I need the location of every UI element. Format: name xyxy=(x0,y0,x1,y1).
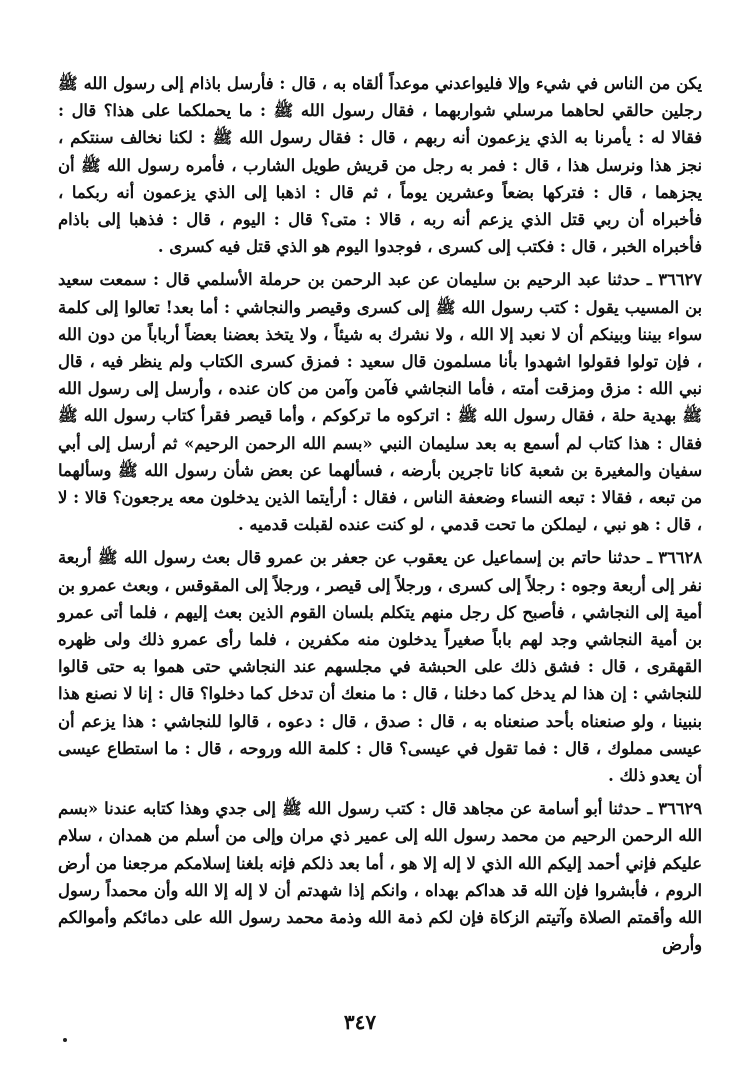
paragraph-continuation: يكن من الناس في شيء وإلا فليواعدني موعداً ألقاه به ، قال : فأرسل باذام إلى رسول الله ﷺ رجلين حالقي لحاهما مرسلي شواربهما ، فقال رسول الله ﷺ : ما يحملكما على هذا؟ قال : فقالا له : يأمرنا به الذي يزعمون أنه ربهم ، قال : فقال رسول الله ﷺ : لكنا نخالف سنتكم ، نجز هذا ونرسل هذا ، قال : فمر به رجل من قريش طويل الشارب ، فأمره رسول الله ﷺ أن يجزهما ، قال : فتركها بضعاً وعشرين يوماً ، ثم قال : اذهبا إلى الذي يزعمون أنه ربكما ، فأخبراه أن ربي قتل الذي يزعم أنه ربه ، قالا : متى؟ قال : اليوم ، قال : فذهبا إلى باذام فأخبراه الخبر ، قال : فكتب إلى كسرى ، فوجدوا اليوم هو الذي قتل فيه كسرى . xyxy=(58,74,702,257)
page-number: ٣٤٧ xyxy=(343,1010,377,1034)
paragraph-hadith-36627: ٣٦٦٢٧ ـ حدثنا عبد الرحيم بن سليمان عن عبد الرحمن بن حرملة الأسلمي قال : سمعت سعيد بن المسيب يقول : كتب رسول الله ﷺ إلى كسرى وقيصر والنجاشي : أما بعد! تعالوا إلى كلمة سواء بيننا وبينكم أن لا نعبد إلا الله ، ولا نشرك به شيئاً ، ولا يتخذ بعضنا بعضاً أرباباً من دون الله ، فإن تولوا فقولوا اشهدوا بأنا مسلمون قال سعيد : فمزق كسرى الكتاب ولم ينظر فيه ، قال نبي الله : مزق ومزقت أمته ، فأما النجاشي فآمن وآمن من كان عنده ، وأرسل إلى رسول الله ﷺ بهدية حلة ، فقال رسول الله ﷺ : اتركوه ما تركوكم ، وأما قيصر فقرأ كتاب رسول الله ﷺ فقال : هذا كتاب لم أسمع به بعد سليمان النبي «بسم الله الرحمن الرحيم» ثم أرسل إلى أبي سفيان والمغيرة بن شعبة كانا تاجرين بأرضه ، فسألهما عن بعض شأن رسول الله ﷺ وسألهما من تبعه ، فقالا : تبعه النساء وضعفة الناس ، فقال : أرأيتما الذين يدخلون معه يرجعون؟ قالا : لا ، قال : هو نبي ، ليملكن ما تحت قدمي ، لو كنت عنده لقبلت قدميه . xyxy=(58,270,702,535)
paragraph-hadith-36628: ٣٦٦٢٨ ـ حدثنا حاتم بن إسماعيل عن يعقوب عن جعفر بن عمرو قال بعث رسول الله ﷺ أربعة نفر إلى أربعة وجوه : رجلاً إلى كسرى ، ورجلاً إلى قيصر ، ورجلاً إلى المقوقس ، وبعث عمرو بن أمية إلى النجاشي ، فأصبح كل رجل منهم يتكلم بلسان القوم الذين بعث إليهم ، فلما أتى عمرو بن أمية النجاشي وجد لهم باباً صغيراً يدخلون منه مكفرين ، فلما رأى عمرو ذلك ولى ظهره القهقرى ، قال : فشق ذلك على الحبشة في مجلسهم عند النجاشي حتى هموا به حتى قالوا للنجاشي : إن هذا لم يدخل كما دخلنا ، قال : ما منعك أن تدخل كما دخلوا؟ قال : إنا لا نصنع هذا بنبينا ، ولو صنعناه بأحد صنعناه به ، قال : صدق ، قال : دعوه ، قالوا للنجاشي : هذا يزعم أن عيسى مملوك ، قال : فما تقول في عيسى؟ قال : كلمة الله وروحه ، قال : ما استطاع عيسى أن يعدو ذلك . xyxy=(58,548,702,786)
margin-dot xyxy=(63,1038,67,1042)
paragraph-hadith-36629: ٣٦٦٢٩ ـ حدثنا أبو أسامة عن مجاهد قال : كتب رسول الله ﷺ إلى جدي وهذا كتابه عندنا «بسم الله الرحمن الرحيم من محمد رسول الله إلى عمير ذي مران وإلى من أسلم من همدان ، سلام عليكم فإني أحمد إليكم الله الذي لا إله إلا هو ، أما بعد ذلكم فإنه بلغنا إسلامكم مرجعنا من أرض الروم ، فأبشروا فإن الله قد هداكم بهداه ، وانكم إذا شهدتم أن لا إله إلا الله وأن محمداً رسول الله وأقمتم الصلاة وآتيتم الزكاة فإن لكم ذمة الله وذمة محمد رسول الله على دمائكم وأموالكم وأرض xyxy=(58,799,702,955)
page-body xyxy=(58,70,702,959)
